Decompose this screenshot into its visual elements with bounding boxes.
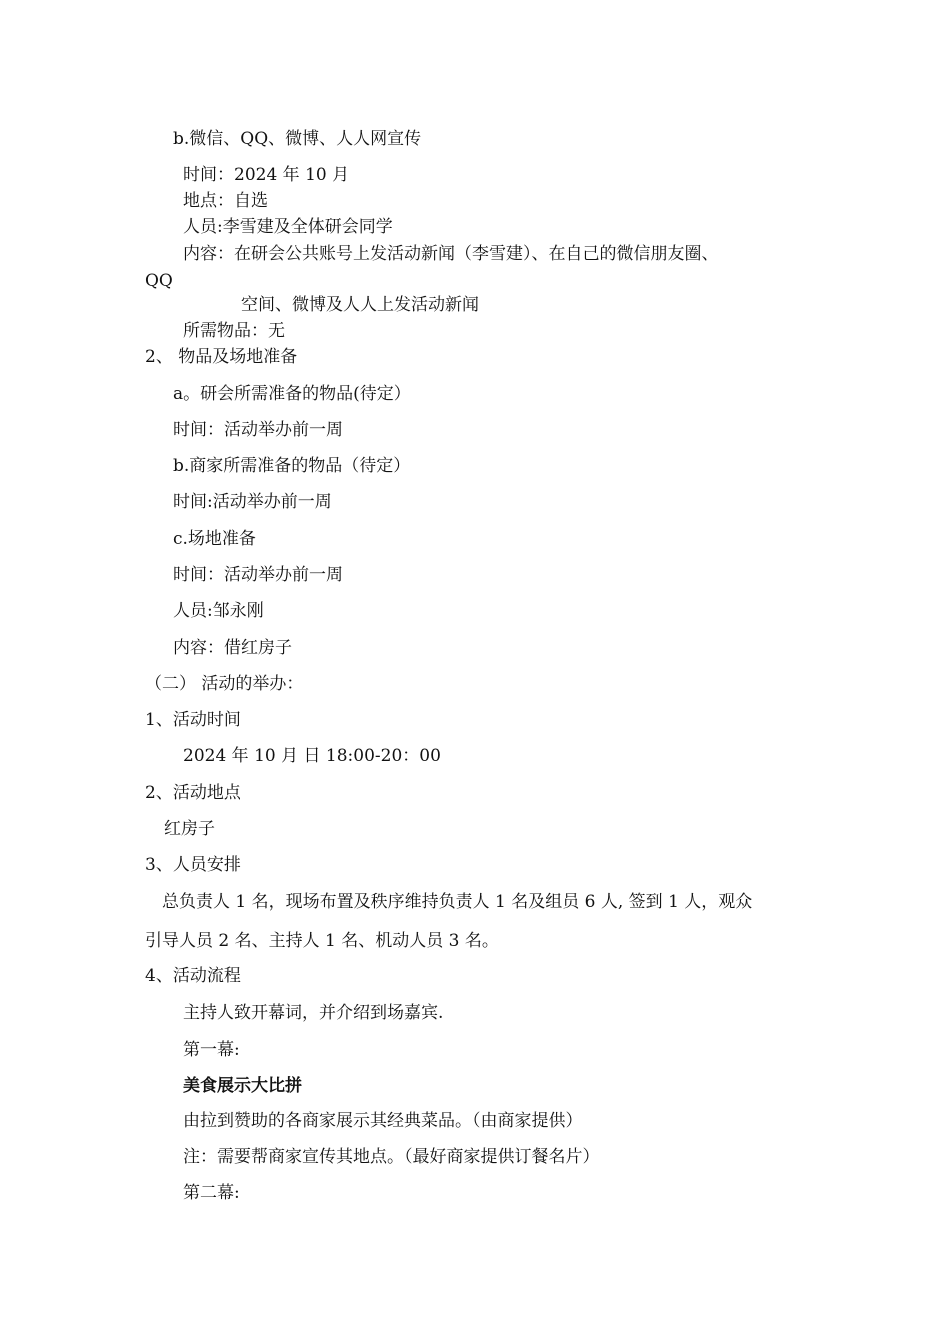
text-line: 红房子	[164, 819, 215, 839]
text-line: 2024 年 10 月 日 18:00-20：00	[183, 746, 441, 766]
section-heading: 4、活动流程	[145, 966, 241, 986]
text-line: 注：需要帮商家宣传其地点。（最好商家提供订餐名片）	[183, 1147, 600, 1167]
section-heading: 3、人员安排	[145, 855, 241, 875]
bold-subheading: 美食展示大比拼	[183, 1076, 302, 1096]
text-line: 第一幕:	[183, 1040, 240, 1060]
section-heading: 2、活动地点	[145, 783, 241, 803]
text-line: 由拉到赞助的各商家展示其经典菜品。（由商家提供）	[183, 1111, 583, 1131]
text-line: 时间：活动举办前一周	[173, 565, 343, 585]
text-line: c.场地准备	[173, 529, 256, 549]
text-line: 内容：在研会公共账号上发活动新闻（李雪建）、在自己的微信朋友圈、	[183, 244, 719, 264]
text-line: 主持人致开幕词，并介绍到场嘉宾.	[183, 1003, 444, 1023]
text-line: 总负责人 1 名，现场布置及秩序维持负责人 1 名及组员 6 人, 签到 1 人，观众	[162, 892, 753, 912]
text-line: 人员:邹永刚	[173, 601, 264, 621]
text-line: 所需物品：无	[183, 321, 285, 341]
section-heading: 1、活动时间	[145, 710, 241, 730]
section-heading: 2、 物品及场地准备	[145, 347, 298, 367]
text-line: 时间：2024 年 10 月	[183, 165, 350, 185]
text-line: 空间、微博及人人上发活动新闻	[241, 295, 479, 315]
text-line: a。研会所需准备的物品(待定）	[173, 384, 411, 404]
text-line: 引导人员 2 名、主持人 1 名、机动人员 3 名。	[145, 931, 499, 951]
text-line: 时间：活动举办前一周	[173, 420, 343, 440]
text-line: b.商家所需准备的物品（待定）	[173, 456, 411, 476]
text-line: 地点：自选	[183, 191, 268, 211]
text-line: b.微信、QQ、微博、人人网宣传	[173, 129, 422, 149]
text-line: QQ	[145, 271, 173, 291]
text-line: 内容：借红房子	[173, 638, 292, 658]
section-heading: （二） 活动的举办：	[145, 674, 304, 694]
text-line: 人员:李雪建及全体研会同学	[183, 217, 393, 237]
text-line: 第二幕:	[183, 1183, 240, 1203]
text-line: 时间:活动举办前一周	[173, 492, 332, 512]
